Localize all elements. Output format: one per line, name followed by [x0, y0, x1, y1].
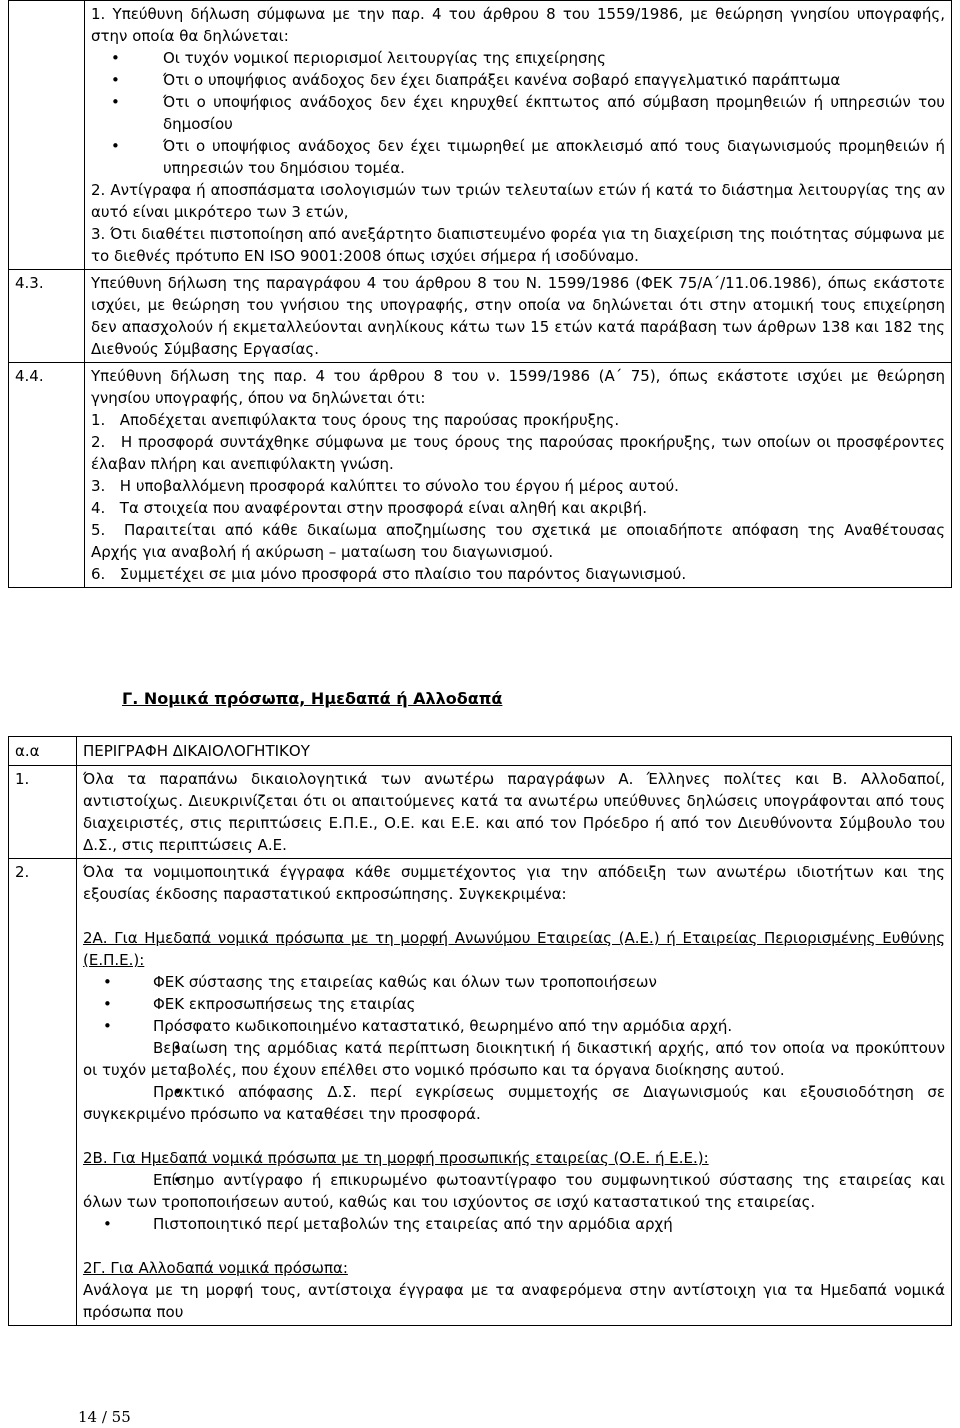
row-2-intro: Όλα τα νομιμοποιητικά έγγραφα κάθε συμμετέχοντος για την απόδειξη των ανωτέρω ιδιοτήτων και της εξουσίας έκδοσης παραστατικού εκπροσώπησης. Συγκεκριμένα:	[83, 863, 945, 903]
page-number: 14 / 55	[78, 1408, 131, 1426]
item-2-text: 2. Αντίγραφα ή αποσπάσματα ισολογισμών των τριών τελευταίων ετών ή κατά το διάστημα λειτουργίας της αν αυτό είναι μικρότερο των 3 ετών,	[91, 181, 945, 221]
bullet-item: • Πιστοποιητικό περί μεταβολών της εταιρείας από την αρμόδια αρχή	[83, 1213, 945, 1235]
numbered-item: 1. Αποδέχεται ανεπιφύλακτα τους όρους της παρούσας προκήρυξης.	[91, 411, 620, 429]
declaration-cell	[85, 1, 952, 270]
bullet-item: • Πρόσφατο κωδικοποιημένο καταστατικό, θεωρημένο από την αρμόδια αρχή.	[83, 1015, 945, 1037]
row-4-4-cell	[85, 363, 952, 588]
row-4-3-text: Υπεύθυνη δήλωση της παραγράφου 4 του άρθρου 8 του Ν. 1599/1986 (ΦΕΚ 75/Α΄/11.06.1986), όπως εκάστοτε ισχύει, με θεώρηση του γνήσιου της υπογραφής, στην οποία να δηλώνεται ότι στην ατομική τους επιχείρηση δεν απασχολούν ή εκμεταλλεύονται ανηλίκους κάτω των 15 ετών κατά παράβαση των άρθρων 138 και 182 της Διεθνούς Σύμβασης Εργασίας.	[85, 270, 952, 363]
numbered-item: 3. Η υποβαλλόμενη προσφορά καλύπτει το σύνολο του έργου ή μέρος αυτού.	[91, 477, 679, 495]
numbered-item: 4. Τα στοιχεία που αναφέρονται στην προσφορά είναι αληθή και ακριβή.	[91, 499, 647, 517]
numbered-item: 6. Συμμετέχει σε μια μόνο προσφορά στο πλαίσιο του παρόντος διαγωνισμού.	[91, 565, 687, 583]
subsection-2a-title: 2Α. Για Ημεδαπά νομικά πρόσωπα με τη μορφή Ανωνύμου Εταιρείας (Α.Ε.) ή Εταιρείας Περιορισμένης Ευθύνης (Ε.Π.Ε.):	[83, 929, 945, 969]
bullet-item: • ΦΕΚ εκπροσωπήσεως της εταιρίας	[83, 993, 945, 1015]
bullet-item: • Πρακτικό απόφασης Δ.Σ. περί εγκρίσεως συμμετοχής σε Διαγωνισμούς και εξουσιοδότηση σε συγκεκριμένο πρόσωπο να καταθέσει την προσφορά.	[83, 1081, 945, 1125]
row-number-cell	[9, 1, 85, 270]
row-2-cell	[77, 859, 952, 1326]
bullet-item: • ΦΕΚ σύστασης της εταιρείας καθώς και όλων των τροποποιήσεων	[83, 971, 945, 993]
subsection-2c-title: 2Γ. Για Αλλοδαπά νομικά πρόσωπα:	[83, 1259, 348, 1277]
row-number-4-4: 4.4.	[9, 363, 85, 588]
section-title: Γ. Νομικά πρόσωπα, Ημεδαπά ή Αλλοδαπά	[122, 689, 503, 708]
row-4-4-intro: Υπεύθυνη δήλωση της παρ. 4 του άρθρου 8 του ν. 1599/1986 (Α΄ 75), όπως εκάστοτε ισχύει με θεώρηση γνησίου υπογραφής, όπου να δηλώνεται ότι:	[91, 367, 945, 407]
bullet-item: • Ότι ο υποψήφιος ανάδοχος δεν έχει διαπράξει κανένα σοβαρό επαγγελματικό παράπτωμα	[91, 69, 945, 91]
requirements-table-top	[8, 0, 952, 588]
row-number-1: 1.	[9, 766, 77, 859]
numbered-item: 5. Παραιτείται από κάθε δικαίωμα αποζημίωσης του σχετικά με οποιαδήποτε απόφαση της Αναθέτουσας Αρχής για αναβολή ή ακύρωση – ματαίωση του διαγωνισμού.	[91, 521, 945, 561]
numbered-item: 2. Η προσφορά συντάχθηκε σύμφωνα με τους όρους της παρούσας προκήρυξης, των οποίων οι προσφέροντες έλαβαν πλήρη και ανεπιφύλακτη γνώση.	[91, 433, 945, 473]
bullet-item: • Οι τυχόν νομικοί περιορισμοί λειτουργίας της επιχείρησης	[91, 47, 945, 69]
header-num: α.α	[9, 737, 77, 766]
bullet-item: • Επίσημο αντίγραφο ή επικυρωμένο φωτοαντίγραφο του συμφωνητικού σύστασης της εταιρείας και όλων των τροποποιήσεων αυτού, καθώς και του ισχύοντος σε ισχύ καταστατικού της εταιρείας.	[83, 1169, 945, 1213]
item-3-text: 3. Ότι διαθέτει πιστοποίηση από ανεξάρτητο διαπιστευμένο φορέα για τη διαχείριση της ποιότητας σύμφωνα με το διεθνές πρότυπο EN ISO 9001:2008 όπως ισχύει σήμερα ή ισοδύναμο.	[91, 225, 945, 265]
row-number-4-3: 4.3.	[9, 270, 85, 363]
row-number-2: 2.	[9, 859, 77, 1326]
bullet-item: • Βεβαίωση της αρμόδιας κατά περίπτωση διοικητική ή δικαστική αρχής, από τον οποία να προκύπτουν οι τυχόν μεταβολές, που έχουν επέλθει στο νομικό πρόσωπο και τα όργανα διοίκησης αυτού.	[83, 1037, 945, 1081]
requirements-table-bottom	[8, 736, 952, 1326]
bullet-item: • Ότι ο υποψήφιος ανάδοχος δεν έχει τιμωρηθεί με αποκλεισμό από τους διαγωνισμούς προμηθειών ή υπηρεσιών του δημόσιου τομέα.	[91, 135, 945, 179]
subsection-2b-title: 2Β. Για Ημεδαπά νομικά πρόσωπα με τη μορφή προσωπικής εταιρείας (Ο.Ε. ή Ε.Ε.):	[83, 1149, 709, 1167]
subsection-2c-text: Ανάλογα με τη μορφή τους, αντίστοιχα έγγραφα με τα αναφερόμενα στην αντίστοιχη για τα Ημεδαπά νομικά πρόσωπα που	[83, 1281, 945, 1321]
header-title: ΠΕΡΙΓΡΑΦΗ ΔΙΚΑΙΟΛΟΓΗΤΙΚΟΥ	[77, 737, 952, 766]
bullet-item: • Ότι ο υποψήφιος ανάδοχος δεν έχει κηρυχθεί έκπτωτος από σύμβαση προμηθειών ή υπηρεσιών του δημοσίου	[91, 91, 945, 135]
declaration-intro: 1. Υπεύθυνη δήλωση σύμφωνα με την παρ. 4 του άρθρου 8 του 1559/1986, με θεώρηση γνησίου υπογραφής, στην οποία θα δηλώνεται:	[91, 5, 945, 45]
row-1-text: Όλα τα παραπάνω δικαιολογητικά των ανωτέρω παραγράφων Α. Έλληνες πολίτες και Β. Αλλοδαποί, αντιστοίχως. Διευκρινίζεται ότι οι απαιτούμενες κατά τα ανωτέρω υπεύθυνες δηλώσεις υπογράφονται από τους διαχειριστές, στις περιπτώσεις Ε.Π.Ε., Ο.Ε. και Ε.Ε. και από τον Πρόεδρο ή από τον Διευθύνοντα Σύμβουλο του Δ.Σ., στις περιπτώσεις Α.Ε.	[77, 766, 952, 859]
